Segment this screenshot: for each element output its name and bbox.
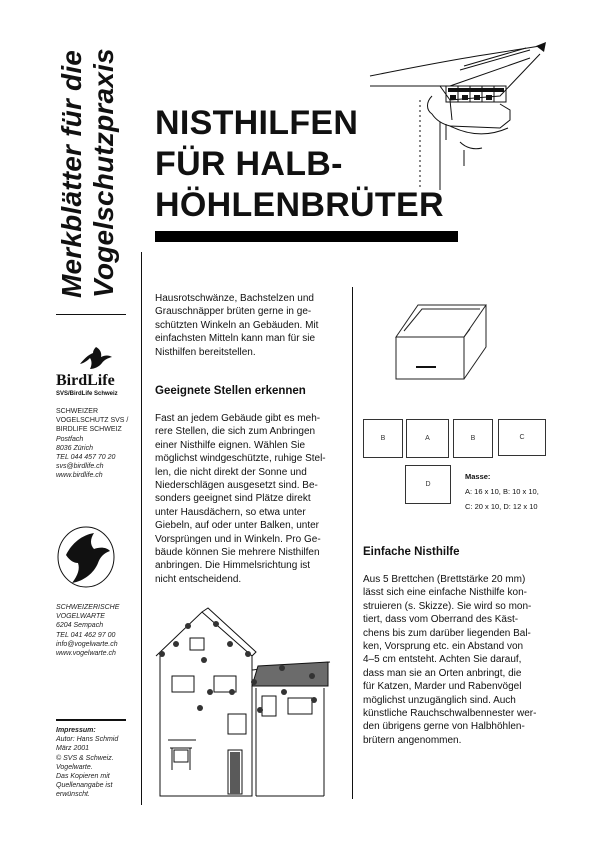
board-c [498,419,546,456]
section2-line: chens bis zum darüber liegenden Bal- [363,627,531,639]
section1-line: Fast an jedem Gebäude gibt es meh- [155,413,321,424]
vogelwarte-address-line: TEL 041 462 97 00 [56,631,116,639]
series-title-line2: Vogelschutzpraxis [88,48,119,298]
dimensions-legend [465,469,539,515]
birdlife-address-line: 8036 Zürich [56,444,93,452]
board-b-label: B [380,435,386,442]
page-title-line3: HÖHLENBRÜTER [155,186,444,224]
board-b-right [453,419,493,458]
sidebar-divider [141,252,142,805]
birdlife-address-line: TEL 044 457 70 20 [56,454,116,462]
intro-line: Grauschnäpper brüten gerne in ge- [155,306,312,318]
section2-line: brütern angenommen. [363,734,462,746]
section2-line: den übrigens gerne von Halbhöhlen- [363,721,525,733]
section2-line: möglichst unzugänglich sind. Auch [363,694,516,706]
intro-line: einfachsten Mitteln kann man für sie [155,333,316,345]
section1-line: Giebeln, auf oder unter Balken, unter [155,520,319,532]
sidebar-top-rule [56,314,126,315]
birdlife-address [56,407,136,481]
impressum-line: Das Kopieren mit [56,773,110,781]
impressum-line: Quellenangabe ist [56,782,113,790]
intro-line: schützten Winkeln an Gebäuden. Mit [155,319,319,331]
birdlife-address-line: svs@birdlife.ch [56,463,104,471]
section2-line: struieren (s. Skizze). Sie wird so mon- [363,600,532,612]
vogelwarte-address-line: info@vogelwarte.ch [56,640,118,648]
section2-paragraph [363,573,550,747]
section-heading-einfache-nisthilfe: Einfache Nisthilfe [363,546,460,558]
intro-line: Nisthilfen bereitstellen. [155,346,256,358]
board-b-left [363,419,403,458]
page-title-line1: NISTHILFEN [155,104,359,142]
vogelwarte-org-line: VOGELWARTE [56,613,105,621]
vogelwarte-address [56,603,136,658]
section2-line: für Katzen, Marder und Rabenvögel [363,681,522,693]
section1-line: bäude können Sie mehrere Nisthilfen [155,547,320,559]
birdlife-logo [56,343,126,401]
impressum-heading: Impressum: [56,727,96,734]
birdlife-bird-icon [56,343,126,373]
section2-line: künstliche Rauchschwalbennester wer- [363,708,537,720]
birdlife-address-line: Postfach [56,435,84,443]
page-title-line2: FÜR HALB- [155,145,343,183]
section1-line: anbringen. Die Himmelsrichtung ist [155,560,311,572]
sidebar-impressum-rule [56,719,126,721]
board-a [406,419,449,458]
section1-paragraph [155,412,342,586]
birdlife-org-line: VOGELSCHUTZ SVS / [56,417,129,425]
house-illustration [152,600,352,800]
section2-line: lässt sich eine einfache Nisthilfe kon- [363,587,527,599]
section2-line: Aus 5 Brettchen (Brettstärke 20 mm) [363,574,526,585]
board-d-label: D [425,481,431,488]
board-a-label: A [425,435,430,442]
section1-line: unter Hausdächern, so etwa unter [155,506,306,518]
board-b-label: B [470,435,476,442]
birdlife-org-line: BIRDLIFE SCHWEIZ [56,426,122,434]
section1-line: einer Nisthilfe eignen. Wählen Sie [155,439,306,451]
page-title [155,103,444,226]
vogelwarte-address-line: www.vogelwarte.ch [56,650,116,658]
intro-line: Hausrotschwänze, Bachstelzen und [155,293,314,304]
section2-line: 4–5 cm entsteht. Achten Sie darauf, [363,654,522,666]
section2-line: ken, Vorsprung etc. ein Abstand von [363,641,524,653]
section-heading-geeignete-stellen: Geeignete Stellen erkennen [155,385,306,397]
series-title [56,50,128,298]
vogelwarte-bird-icon [56,525,116,589]
column-divider [352,287,353,799]
dimensions-line: A: 16 x 10, B: 10 x 10, [465,487,539,497]
board-d [405,465,451,504]
section2-line: dass man sie an Orten anbringt, die [363,667,522,679]
section1-line: Vorsprüngen und in Winkeln. Pro Ge- [155,533,321,545]
title-underline-bar [155,231,458,242]
vogelwarte-org-line: SCHWEIZERISCHE [56,604,120,611]
board-c-label: C [519,434,525,441]
section2-line: tiert, dass vom Oberrand des Käst- [363,614,519,626]
birdlife-logo-sub: SVS/BirdLife Schweiz [56,391,118,397]
section1-line: sonders geeignet sind Plätze direkt [155,493,311,505]
impressum-line: Vogelwarte. [56,763,93,771]
dimensions-title: Masse: [465,472,491,481]
section1-line: len, die nicht direkt der Sonne und [155,466,307,478]
birdlife-org-line: SCHWEIZER [56,408,98,415]
intro-paragraph [155,292,342,359]
section1-line: Niederschlägen ausgesetzt sind. Be- [155,480,318,492]
impressum-line: Autor: Hans Schmid [56,736,119,744]
vogelwarte-logo [56,525,116,589]
series-title-line1: Merkblätter für die [56,49,87,298]
section1-line: rere Stellen, die sich zum Anbringen [155,426,316,438]
dimensions-line: C: 20 x 10, D: 12 x 10 [465,502,538,512]
section1-line: nicht entscheidend. [155,573,242,585]
birdlife-address-line: www.birdlife.ch [56,472,103,480]
impressum [56,726,136,800]
birdlife-logo-text: BirdLife [56,372,115,389]
impressum-line: März 2001 [56,745,90,753]
vogelwarte-address-line: 6204 Sempach [56,622,104,630]
impressum-line: © SVS & Schweiz. [56,754,114,762]
section1-line: möglichst windgeschützte, ruhige Stel- [155,453,326,465]
nestbox-3d-drawing [390,295,500,395]
impressum-line: erwünscht. [56,791,90,799]
